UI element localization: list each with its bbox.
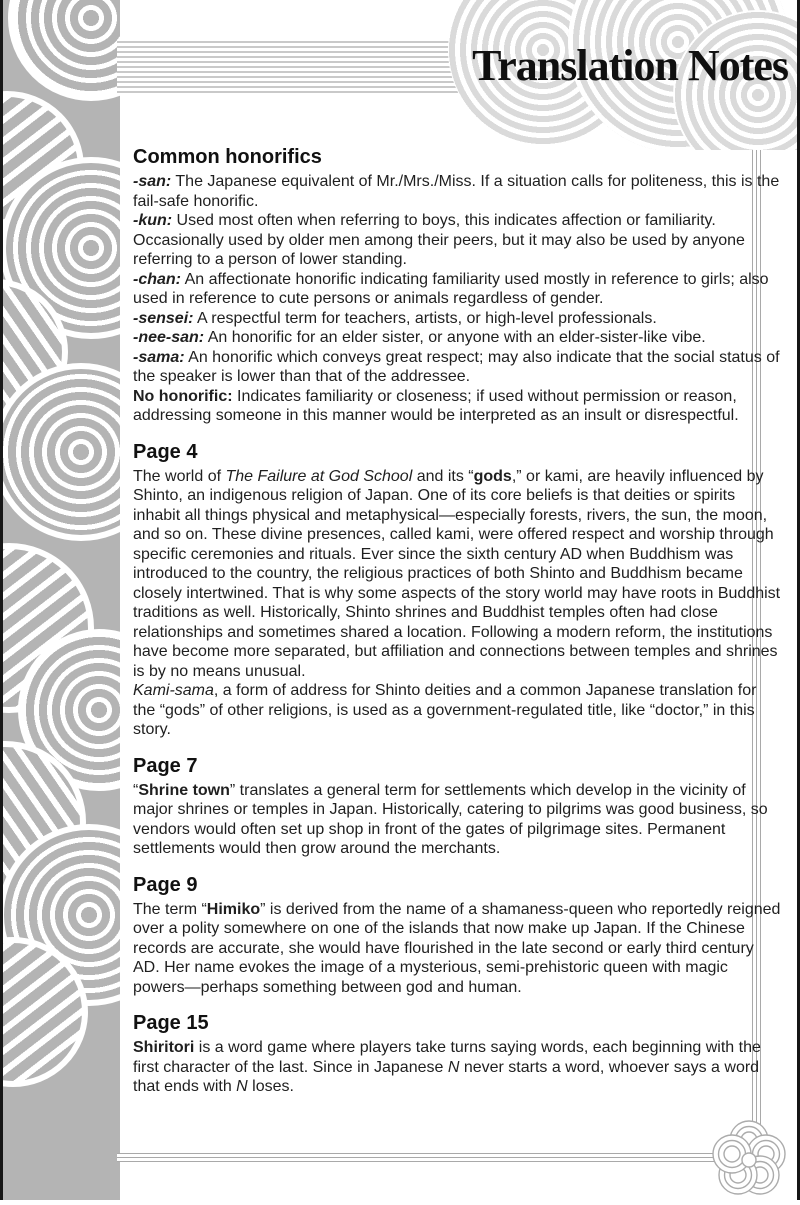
text-segment: Shiritori <box>133 1039 195 1056</box>
text-segment: loses. <box>247 1078 294 1095</box>
text-segment: gods <box>473 467 512 485</box>
yarn-knot-pattern-icon <box>3 0 120 1200</box>
text-segment: A respectful term for teachers, artists, or high-level professionals. <box>193 309 657 327</box>
text-segment: ,” or kami, are heavily influenced by Shinto, an indigenous religion of Japan. One of its core beliefs is that deities or spirits inhabit all things physical and metaphysical—especially forests, rivers, the sun, the moon, and so on. These divine presences, called kami, were offered respect and worship through specific ceremonies and rituals. Ever since the sixth century AD when Buddhism was introduced to the country, the religious practices of both Shinto and Buddhism became closely intertwined. That is why some aspects of the story world may have roots in Buddhist traditions as well. Historically, Shinto shrines and Buddhist temples often had close relationships and sometimes shared a location. Following a modern reform, the institutions have become more separated, but affiliation and connections between temples and shrines is by no means unusual. <box>133 467 781 680</box>
text-segment: -sama: <box>133 348 185 366</box>
page-title: Translation Notes <box>472 41 788 90</box>
text-segment: “ <box>133 781 139 799</box>
note-paragraph <box>133 348 781 387</box>
text-segment: -sensei: <box>133 309 194 327</box>
text-segment: ” is derived from the name of a shamaness-queen who reportedly reigned over a polity somewhere on one of the islands that now make up Japan. If the Chinese records are accurate, she would have flourished in the late second or early third century AD. Her name evokes the image of a mysterious, semi-prehistoric queen with magic powers—perhaps something between god and human. <box>133 900 781 996</box>
text-segment: -kun: <box>133 212 173 229</box>
note-section <box>133 1012 781 1097</box>
note-section <box>133 146 781 426</box>
section-heading: Common honorifics <box>133 146 322 168</box>
bottom-cord-line <box>117 1153 718 1162</box>
text-segment: -nee-san: <box>133 329 205 346</box>
text-segment: Himiko <box>206 900 261 918</box>
note-paragraph <box>133 309 781 329</box>
note-section <box>133 441 781 740</box>
note-section <box>133 874 781 998</box>
note-paragraph <box>133 211 781 270</box>
text-segment: -san: <box>133 173 172 190</box>
text-segment: Indicates familiarity or closeness; if used without permission or reason, addressing someone in this manner would be interpreted as an insult or disrespectful. <box>133 387 739 424</box>
text-segment: Kami-sama <box>133 682 214 699</box>
text-segment: Used most often when referring to boys, this indicates affection or familiarity. Occasionally used by older men among their peers, but it may also be used by anyone referring to a person of lower standing. <box>133 212 745 268</box>
note-paragraph <box>133 900 781 998</box>
section-heading: Page 4 <box>133 440 198 463</box>
text-segment: The term “ <box>133 900 207 918</box>
text-segment: is a word game where players take turns saying words, each beginning with the first character of the last. Since in Japanese <box>133 1039 761 1076</box>
note-paragraph <box>133 681 781 740</box>
text-segment: The Japanese equivalent of Mr./Mrs./Miss. If a situation calls for politeness, this is the fail-safe honorific. <box>133 173 780 210</box>
section-heading: Page 7 <box>133 754 198 777</box>
section-heading: Page 9 <box>133 873 198 896</box>
note-paragraph <box>133 387 781 426</box>
text-segment: , a form of address for Shinto deities and a common Japanese translation for the “gods” of other religions, is used as a government-regulated title, like “doctor,” in this story. <box>133 682 757 738</box>
page-edge-left <box>0 0 3 1200</box>
text-segment: The Failure at God School <box>225 467 413 485</box>
text-segment: never starts a word, whoever says <box>459 1058 712 1076</box>
sidebar-knot-pattern <box>3 0 120 1200</box>
text-segment: a word that ends with <box>133 1058 760 1095</box>
text-segment: No honorific: <box>133 387 233 405</box>
text-segment: ” translates a general term for settlements which develop in the vicinity of major shrines or temples in Japan. Historically, catering to pilgrims was good business, so vendors would often set up shop in front of the gates of pilgrimage sites. Permanent settlements would then grow around the merchants. <box>133 781 768 857</box>
note-paragraph <box>133 1038 781 1097</box>
text-segment: An honorific which conveys great respect; may also indicate that the social status of the speaker is lower than that of the addressee. <box>133 348 780 385</box>
text-segment: and its “ <box>412 467 474 485</box>
text-segment: Shrine town <box>138 781 230 799</box>
translation-notes <box>133 146 781 1112</box>
note-paragraph <box>133 172 781 211</box>
text-segment: An affectionate honorific indicating familiarity used mostly in reference to girls; also used in reference to cute persons or animals regardless of gender. <box>133 270 769 307</box>
note-paragraph <box>133 781 781 859</box>
text-segment: N <box>236 1078 248 1095</box>
section-heading: Page 15 <box>133 1012 209 1034</box>
text-segment: -chan: <box>133 270 181 288</box>
text-segment: N <box>447 1058 460 1076</box>
note-paragraph <box>133 270 781 309</box>
text-segment: The world of <box>133 467 226 485</box>
note-section <box>133 755 781 859</box>
mizuhiki-flower-knot-icon <box>701 1118 796 1200</box>
corner-knot <box>701 1118 796 1200</box>
note-paragraph <box>133 328 781 348</box>
note-paragraph <box>133 467 781 682</box>
text-segment: An honorific for an elder sister, or anyone with an elder-sister-like vibe. <box>204 329 706 346</box>
